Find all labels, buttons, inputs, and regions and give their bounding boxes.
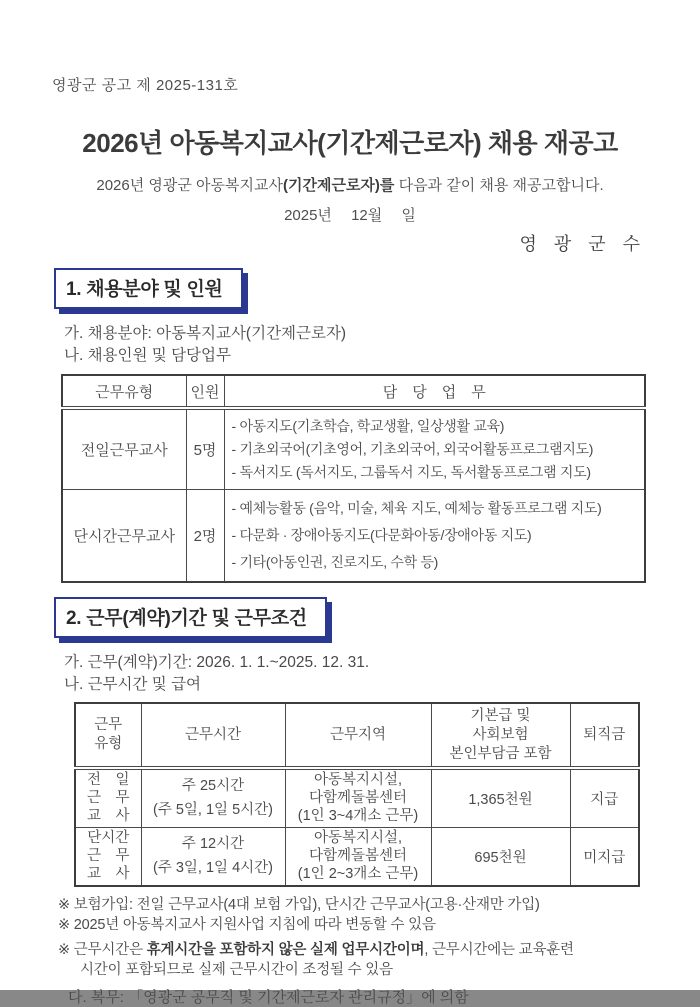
type-line: 단시간 (87, 830, 130, 847)
note-insurance: ※ 보험가입: 전일 근무교사(4대 보험 가입), 단시간 근무교사(고용·산재만 가입) (58, 897, 540, 913)
duties-fulltime (224, 408, 645, 490)
pay-fulltime: 1,365천원 (431, 768, 570, 827)
doc-subtitle-bold: (기간제근로자)를 (282, 177, 395, 194)
recruitment-table (61, 374, 646, 583)
header-base-pay (431, 703, 570, 768)
doc-number: 영광군 공고 제 2025-131호 (52, 77, 239, 94)
section2-item-na: 나. 근무시간 및 급여 (64, 676, 202, 693)
type-line: 전 일 (86, 772, 130, 789)
region-fulltime (285, 768, 431, 827)
page-title: 2026년 아동복지교사(기간제근로자) 채용 재공고 (82, 128, 618, 158)
header-line: 기본급 및 (470, 707, 531, 724)
region-line: 다함께돌봄센터 (308, 790, 408, 807)
headcount-parttime: 2명 (186, 490, 224, 583)
note-pre: ※ 근무시간은 (58, 942, 147, 958)
note-guideline: ※ 2025년 아동복지교사 지원사업 지침에 따라 변동할 수 있음 (58, 917, 436, 933)
doc-date: 2025년 12월 일 (284, 207, 416, 224)
header-severance: 퇴직금 (570, 703, 639, 768)
doc-signer: 영 광 군 수 (519, 234, 646, 254)
duty-item: - 다문화 · 장애아동지도(다문화아동/장애아동 지도) (231, 527, 532, 543)
header-work-type (75, 703, 141, 768)
header-headcount: 인원 (186, 375, 224, 408)
header-work-hours: 근무시간 (141, 703, 285, 768)
duty-item: - 독서지도 (독서지도, 그룹독서 지도, 독서활동프로그램 지도) (231, 464, 591, 480)
duty-item: - 기초외국어(기초영어, 기초외국어, 외국어활동프로그램지도) (231, 441, 594, 457)
type-line: 근 무 (86, 790, 130, 807)
hours-parttime (141, 827, 285, 886)
duty-item: - 예체능활동 (음악, 미술, 체육 지도, 예체능 활동프로그램 지도) (231, 500, 602, 516)
section2-item-ga: 가. 근무(계약)기간: 2026. 1. 1.~2025. 12. 31. (64, 654, 370, 671)
region-line: 다함께돌봄센터 (308, 848, 408, 865)
header-line: 유형 (94, 736, 123, 752)
hours-sub: (주 3일, 1일 4시간) (153, 859, 273, 876)
hours-fulltime (141, 768, 285, 827)
severance-fulltime: 지급 (570, 768, 639, 827)
work-type-parttime: 단시간근무교사 (62, 490, 186, 583)
section2-heading: 2. 근무(계약)기간 및 근무조건 (54, 597, 327, 638)
pay-parttime: 695천원 (431, 827, 570, 886)
region-line: 아동복지시설, (313, 772, 403, 789)
severance-parttime: 미지급 (570, 827, 639, 886)
note-working-hours-cont: 시간이 포함되므로 실제 근무시간이 조정될 수 있음 (80, 962, 393, 978)
duty-item: - 아동지도(기초학습, 학교생활, 일상생활 교육) (231, 418, 505, 434)
working-conditions-table (74, 702, 640, 887)
type-line: 교 사 (86, 808, 130, 825)
table-row (75, 768, 639, 827)
hours-sub: (주 5일, 1일 5시간) (153, 801, 273, 818)
table-row (75, 827, 639, 886)
table-row (62, 490, 645, 583)
work-type-fulltime (75, 768, 141, 827)
header-line: 근무 (94, 717, 123, 733)
section1-item-na: 나. 채용인원 및 담당업무 (64, 347, 231, 364)
conditions-table-header-row (75, 703, 639, 768)
note-post: , 근무시간에는 교육훈련 (424, 942, 574, 958)
header-line: 사회보험 (472, 726, 529, 743)
work-type-parttime (75, 827, 141, 886)
type-line: 근 무 (86, 848, 130, 865)
footnotes (52, 895, 648, 1007)
region-parttime (285, 827, 431, 886)
hours-main: 주 25시간 (181, 777, 245, 794)
header-work-type: 근무유형 (62, 375, 186, 408)
section1-item-ga: 가. 채용분야: 아동복지교사(기간제근로자) (64, 325, 347, 342)
duty-item: - 기타(아동인권, 진로지도, 수학 등) (231, 554, 439, 570)
headcount-fulltime: 5명 (186, 408, 224, 490)
type-line: 교 사 (86, 866, 130, 883)
region-line: 아동복지시설, (313, 830, 403, 847)
note-working-hours (58, 940, 648, 960)
header-line: 본인부담금 포함 (449, 745, 552, 762)
header-duties: 담 당 업 무 (224, 375, 645, 408)
hours-main: 주 12시간 (181, 835, 245, 852)
doc-subtitle-pre: 2026년 영광군 아동복지교사 (96, 177, 283, 194)
header-work-region: 근무지역 (285, 703, 431, 768)
doc-subtitle-post: 다음과 같이 채용 재공고합니다. (394, 177, 604, 194)
note-bold: 휴게시간을 포함하지 않은 실제 업무시간이며 (146, 942, 425, 958)
table-row (62, 408, 645, 490)
region-line: (1인 2~3개소 근무) (297, 866, 419, 883)
work-type-fulltime: 전일근무교사 (62, 408, 186, 490)
duties-parttime (224, 490, 645, 583)
item-da-service: 다. 복무: 「영광군 공무직 및 기간제근로자 관리규정」에 의함 (68, 989, 469, 1006)
doc-subtitle (52, 174, 648, 195)
recruitment-table-header-row (62, 375, 645, 408)
region-line: (1인 3~4개소 근무) (297, 808, 419, 825)
section1-heading: 1. 채용분야 및 인원 (54, 268, 243, 309)
